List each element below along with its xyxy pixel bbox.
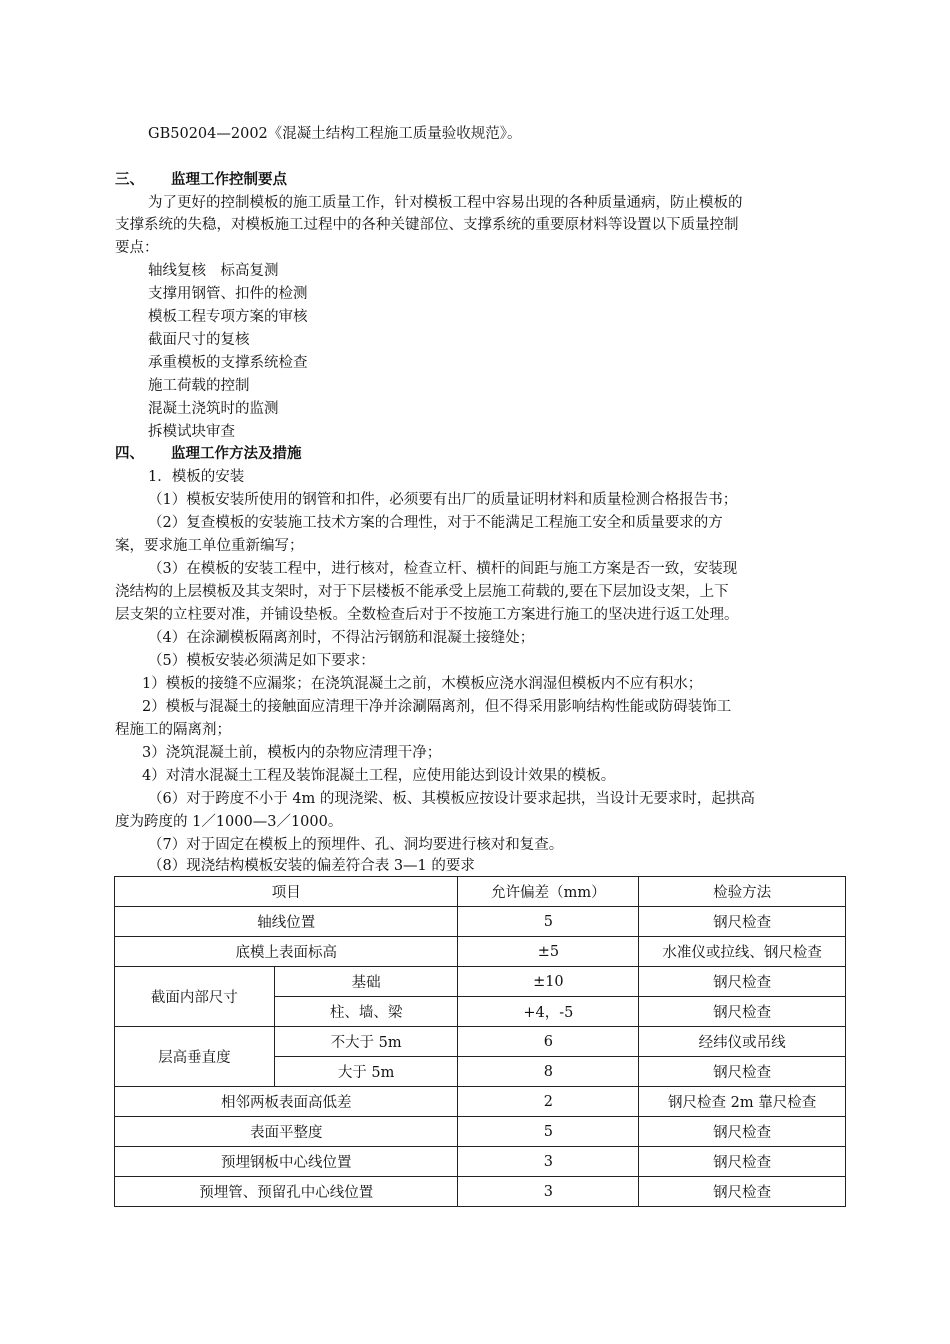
table-cell: 钢尺检查 bbox=[639, 967, 846, 997]
list-item: 模板工程专项方案的审核 bbox=[148, 309, 308, 325]
text-line: 2）模板与混凝土的接触面应清理干净并涂涮隔离剂，但不得采用影响结构性能或防碍装饰工 bbox=[142, 699, 732, 715]
table-caption: （8）现浇结构模板安装的偏差符合表 3—1 的要求 bbox=[148, 858, 475, 874]
table-row bbox=[115, 1027, 846, 1057]
table-row bbox=[115, 1147, 846, 1177]
text-line: （7）对于固定在模板上的预埋件、孔、洞均要进行核对和复查。 bbox=[148, 837, 564, 853]
table-header-cell: 允许偏差（mm） bbox=[458, 877, 639, 907]
list-item: 承重模板的支撑系统检查 bbox=[148, 355, 308, 371]
table-cell: 5 bbox=[458, 907, 639, 937]
table-cell: 钢尺检查 bbox=[639, 1117, 846, 1147]
list-item: 支撑用钢管、扣件的检测 bbox=[148, 286, 308, 302]
table-cell: 3 bbox=[458, 1177, 639, 1207]
table-cell: 3 bbox=[458, 1147, 639, 1177]
text-line: 案，要求施工单位重新编写； bbox=[115, 538, 304, 554]
table-cell: 轴线位置 bbox=[115, 907, 458, 937]
table-cell: 截面内部尺寸 bbox=[115, 967, 275, 1027]
table-cell: 2 bbox=[458, 1087, 639, 1117]
table-cell: 钢尺检查 bbox=[639, 1147, 846, 1177]
list-item: 轴线复核 标高复测 bbox=[148, 263, 279, 279]
table-row bbox=[115, 1177, 846, 1207]
table-cell: 预埋钢板中心线位置 bbox=[115, 1147, 458, 1177]
text-line: （4）在涂涮模板隔离剂时，不得沾污钢筋和混凝土接缝处； bbox=[148, 630, 535, 646]
text-line: 为了更好的控制模板的施工质量工作，针对模板工程中容易出现的各种质量通病，防止模板的 bbox=[148, 195, 743, 211]
table-cell: 表面平整度 bbox=[115, 1117, 458, 1147]
table-cell: 8 bbox=[458, 1057, 639, 1087]
table-cell: 钢尺检查 bbox=[639, 1057, 846, 1087]
table-cell: +4，-5 bbox=[458, 997, 639, 1027]
table-header-cell: 检验方法 bbox=[639, 877, 846, 907]
text-line: 度为跨度的 1／1000—3／1000。 bbox=[115, 814, 343, 830]
list-item: 混凝土浇筑时的监测 bbox=[148, 401, 279, 417]
table-row bbox=[115, 937, 846, 967]
table-cell: 5 bbox=[458, 1117, 639, 1147]
text-line: （6）对于跨度不小于 4m 的现浇梁、板、其模板应按设计要求起拱，当设计无要求时，起拱高 bbox=[148, 791, 755, 807]
table-cell: 经纬仪或吊线 bbox=[639, 1027, 846, 1057]
section-heading-4: 四、 监理工作方法及措施 bbox=[115, 446, 302, 462]
table-row bbox=[115, 967, 846, 997]
table-cell: 层高垂直度 bbox=[115, 1027, 275, 1087]
text-line: 4）对清水混凝土工程及装饰混凝土工程，应使用能达到设计效果的模板。 bbox=[142, 768, 616, 784]
table-cell: 不大于 5m bbox=[274, 1027, 458, 1057]
table-cell: 钢尺检查 bbox=[639, 907, 846, 937]
table-cell: 钢尺检查 bbox=[639, 997, 846, 1027]
table-row bbox=[115, 1117, 846, 1147]
table-row bbox=[115, 1087, 846, 1117]
table-cell: ±5 bbox=[458, 937, 639, 967]
text-line: GB50204—2002《混凝土结构工程施工质量验收规范》。 bbox=[148, 126, 522, 142]
text-line: 3）浇筑混凝土前，模板内的杂物应清理干净； bbox=[142, 745, 442, 761]
list-item: 施工荷载的控制 bbox=[148, 378, 250, 394]
text-line: 程施工的隔离剂； bbox=[115, 722, 231, 738]
table-cell: 大于 5m bbox=[274, 1057, 458, 1087]
list-item: 拆模试块审查 bbox=[148, 424, 235, 440]
table-header-row bbox=[115, 877, 846, 907]
text-line: 1）模板的接缝不应漏浆；在浇筑混凝土之前，木模板应浇水润湿但模板内不应有积水； bbox=[142, 676, 703, 692]
text-line: （5）模板安装必须满足如下要求： bbox=[148, 653, 375, 669]
table-cell: 预埋管、预留孔中心线位置 bbox=[115, 1177, 458, 1207]
table-cell: ±10 bbox=[458, 967, 639, 997]
table-cell: 钢尺检查 2m 靠尺检查 bbox=[639, 1087, 846, 1117]
list-item: 截面尺寸的复核 bbox=[148, 332, 250, 348]
table-cell: 底模上表面标高 bbox=[115, 937, 458, 967]
table-header-cell: 项目 bbox=[115, 877, 458, 907]
table-row bbox=[115, 907, 846, 937]
text-line: 支撑系统的失稳，对模板施工过程中的各种关键部位、支撑系统的重要原材料等设置以下质量控制 bbox=[115, 217, 739, 233]
table-cell: 水准仪或拉线、钢尺检查 bbox=[639, 937, 846, 967]
text-line: （2）复查模板的安装施工技术方案的合理性，对于不能满足工程施工安全和质量要求的方 bbox=[148, 515, 723, 531]
text-line: 浇结构的上层模板及其支架时，对于下层楼板不能承受上层施工荷载的,要在下层加设支架，上下 bbox=[115, 584, 729, 600]
table-cell: 钢尺检查 bbox=[639, 1177, 846, 1207]
table-cell: 相邻两板表面高低差 bbox=[115, 1087, 458, 1117]
section-heading-3: 三、 监理工作控制要点 bbox=[115, 172, 287, 188]
table-cell: 6 bbox=[458, 1027, 639, 1057]
text-line: 层支架的立柱要对准，并铺设垫板。全数检查后对于不按施工方案进行施工的坚决进行返工处理。 bbox=[115, 607, 739, 623]
text-line: 要点： bbox=[115, 240, 159, 256]
tolerance-table bbox=[114, 876, 846, 1207]
text-line: （3）在模板的安装工程中，进行核对，检查立杆、横杆的间距与施工方案是否一致，安装现 bbox=[148, 561, 738, 577]
table-cell: 基础 bbox=[274, 967, 458, 997]
text-line: （1）模板安装所使用的钢管和扣件，必须要有出厂的质量证明材料和质量检测合格报告书； bbox=[148, 492, 738, 508]
subheading: 1．模板的安装 bbox=[148, 469, 245, 485]
table-cell: 柱、墙、梁 bbox=[274, 997, 458, 1027]
